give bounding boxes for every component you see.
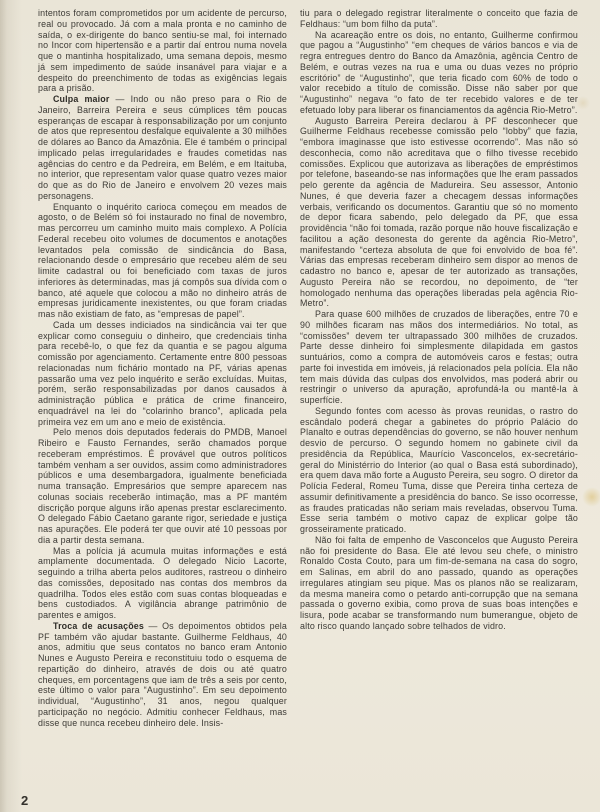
paragraph-lead: Culpa maior [53,94,110,104]
paragraph-text: — Os depoimentos obtidos pela PF também vão ajudar bastante. Guilherme Feldhaus, 40 anos, admitiu que seus contatos no banco eram Antonio Nunes e Augusto Pereira e reconstituiu todo o esquema de repartição do dinheiro, através de dois ou até quatro cheques, em porcentagens que iam de três a seis por cento, este último o valor para “Augustinho”. Em seu depoimento individual, “Augustinho”, 31 anos, negou qualquer participação no negócio. Admitiu conhecer Feldhaus, mas disse que nunca recebeu dinheiro dele. Insis- [38,620,287,728]
paragraph-text: tiu para o delegado registrar literalmente o conceito que fazia de Feldhaus: “um bom filho da puta”. [300,8,578,29]
article-column-right [300,8,578,728]
paragraph-text: Não foi falta de empenho de Vasconcelos que Augusto Pereira não foi presidente do Basa. Ele até levou seu chefe, o ministro Ronaldo Costa Couto, para um fim-de-semana na casa do sogro, em Salinas, em abril do ano passado, quando as operações irregulares atingiam seu pique. Mas os planos não se realizaram, da mesma maneira como o petardo anti-corrupção que na semana passada o governo exibia, como prova de suas boas intenções e lisura, pode acabar se transformando num bumerangue, objeto de alto risco quando lançado sobre telhados de vidro. [300,534,578,631]
paragraph-text: Cada um desses indiciados na sindicância vai ter que explicar como conseguiu o dinheiro, que credenciais tinha para recebê-lo, o que fez da quantia e se pagou alguma comissão por agenciamento. Certamente entre 800 pessoas relacionadas num fichário montado na PF, várias apenas passarão uma vez pelo inquérito e serão excluídas. Muitas, porém, serão responsabilizadas por danos causados à administração pública e prática de crime financeiro, enquadrável na lei do “colarinho branco”, aplicada pela primeira vez em um ano e meio de existência. [38,319,287,427]
paragraph-text: Na acareação entre os dois, no entanto, Guilherme confirmou que pagou a “Augustinho” “em cheques de vários bancos e via de regra entregues dentro do Banco da Amazônia, agência Centro de Belém, e outras vezes na rua e uma ou duas vezes no próprio escritório” de “Augustinho”, que teria ficado com 60% de todo o valor recebido a título de comissão. Disse não saber por que “Augustinho” negava “o fato de ter recebido valores e de ter efetuado loby para liberar os financiamentos da agência Rio-Metro”. [300,29,578,115]
article-paragraph [300,309,578,406]
article-paragraph [300,8,578,30]
article-paragraph [38,621,287,729]
paragraph-text: Mas a polícia já acumula muitas informações e está amplamente documentada. O delegado Nicio Lacorte, seguindo a trilha aberta pelos auditores, rastreou o dinheiro das comissões, depositado nas contas dos membros da quadrilha. Todos eles estão com suas contas bloqueadas e bens custodiados. A vigilância abrange patrimônio de parentes e amigos. [38,545,287,620]
article-column-left [38,8,287,728]
article-columns [38,8,578,728]
article-paragraph [300,535,578,632]
paragraph-text: Augusto Barreira Pereira declarou à PF desconhecer que Guilherme Feldhaus recebesse comissão pelo “lobby” que fazia, “embora imaginasse que isto estivesse ocorrendo”. Mas não só desconhecia, como não acreditava que o filho tivesse recebido comissões. Explicou que autorizava as liberações de empréstimos por telefone, baseando-se nas informações que lhe eram passados pelo gerente da agência de Madureira. Seu assessor, Antonio Nunes, é que deveria fazer a checagem dessas informações verbais, verificando os documentos. Garantiu que só no momento de depor ficara sabendo, pelo delegado da PF, que essa providência “não foi tomada, razão porque não houve fiscalização e facilitou a ação desonesta do gerente da agência Rio-Metro”, manifestando “certeza absoluta de que foi envolvido de boa fé”. Várias das empresas receberam dinheiro sem dispor ao menos de cadastro no banco e, apesar de ter autorizado as transações, Augusto Pereira não se recordou, no depoimento, de “ter homologado nenhuma das operações liberadas pela agência Rio-Metro”. [300,115,578,309]
article-paragraph [38,427,287,545]
article-paragraph [300,116,578,310]
paragraph-text: Pelo menos dois deputados federais do PMDB, Manoel Ribeiro e Fausto Fernandes, serão chamados porque receberam empréstimos. É provável que outros políticos também venham a ser ouvidos, assim como administradores públicos e uma desembargadora, igualmente beneficiada numa transação. Empresários que sempre aparecem nas colunas sociais receberão intimação, mas a PF mantém discrição porque alguns irão apenas prestar esclarecimento. O delegado Fábio Caetano garante rigor, seriedade e justiça nas apurações. Ele poderá ter que ouvir até 10 pessoas por dia a partir desta semana. [38,427,287,545]
paragraph-text: — Indo ou não preso para o Rio de Janeiro, Barreira Pereira e seus cúmplices têm poucas esperanças de escapar à responsabilização por um conjunto de atos que representou desfalque equivalente a 30 milhões de dólares ao Banco da Amazônia. Ele é também o principal implicado pelas irregularidades e fraudes cometidas nas agências do centro e da Pedreira, em Belém, e em Itaituba, no interior, que representam valor quase quatro vezes maior do que as do Rio de Janeiro e envolvem 20 vezes mais personagens. [38,94,287,201]
article-paragraph [38,94,287,202]
article-paragraph [38,8,287,94]
article-paragraph [300,30,578,116]
paragraph-text: Segundo fontes com acesso às provas reunidas, o rastro do escândalo poderá chegar a gabinetes do próprio Palácio do Planalto e outras dependências do governo, se não houver nenhum desvio de percurso. O segundo homem no gabinete civil da presidência da República, Maurício Vasconcelos, ex-secretário-geral do Ministérrio do Interior (ao qual o Basa está subordinado), era quem dava mão forte a Augusto Pereira, seu sogro. O diretor da Polícia Federal, Romeu Tuma, disse que Pereira tinha certeza de assumir definitivamente a presidência do banco. Se isso ocorresse, as fraudes praticadas não seriam mais reveladas, observou Tuma. Esse seria também o motivo capaz de explicar golpe tão grosseiramente praticado. [300,405,578,534]
paragraph-text: Para quase 600 milhões de cruzados de liberações, entre 70 e 90 milhões ficaram nas mãos dos intermediários. No total, as “comissões” devem ter ultrapassado 300 milhões de cruzados. Parte desse dinheiro foi simplesmente dilapidada em gastos suntuários, como a compra de automóveis caros e festas; outra parte foi investida em imóveis, já relacionados pela polícia. Ela não tem mais dúvida das culpas dos envolvidos, mas poderá abrir ou restringir o universo da apuração, aprofundá-la ou mantê-la à superfície. [300,309,578,405]
paragraph-text: Enquanto o inquérito carioca começou em meados de agosto, o de Belém só foi instaurado no final de novembro, mas percorreu um caminho muito mais complexo. A Polícia Federal recebeu oito volumes de documentos e anotações levantados pela comissão de sindicância do Basa, relacionando desde o empresário que recebeu além de seu limite cadastral ou foi beneficiado com taxas de juros inferiores às determinadas, mas já compôs sua dívida com o banco, até aquele que colocou a mão no dinheiro atrás de empresas juridicamente inexistentes, ou que foram criadas mas não existiam de fato, as “empresas de papel”. [38,201,287,319]
article-paragraph [38,320,287,428]
article-paragraph [38,202,287,320]
paragraph-text: intentos foram comprometidos por um acidente de percurso, real ou provocado. Já com a mala pronta e no caminho de saída, o ex-dirigente do banco sentiu-se mal, foi internado no Incor com hipertensão e a partir daí entrou numa novela que o mantinha hospitalizado, uma semana depois, mesmo já sem impedimento de saúde insanável para viajar e a despeito do preenchimento de todas as exigências legais para a prisão. [38,8,287,94]
article-paragraph [300,406,578,535]
paragraph-lead: Troca de acusações [53,620,144,631]
article-paragraph [38,546,287,621]
page-number: 2 [21,793,29,808]
